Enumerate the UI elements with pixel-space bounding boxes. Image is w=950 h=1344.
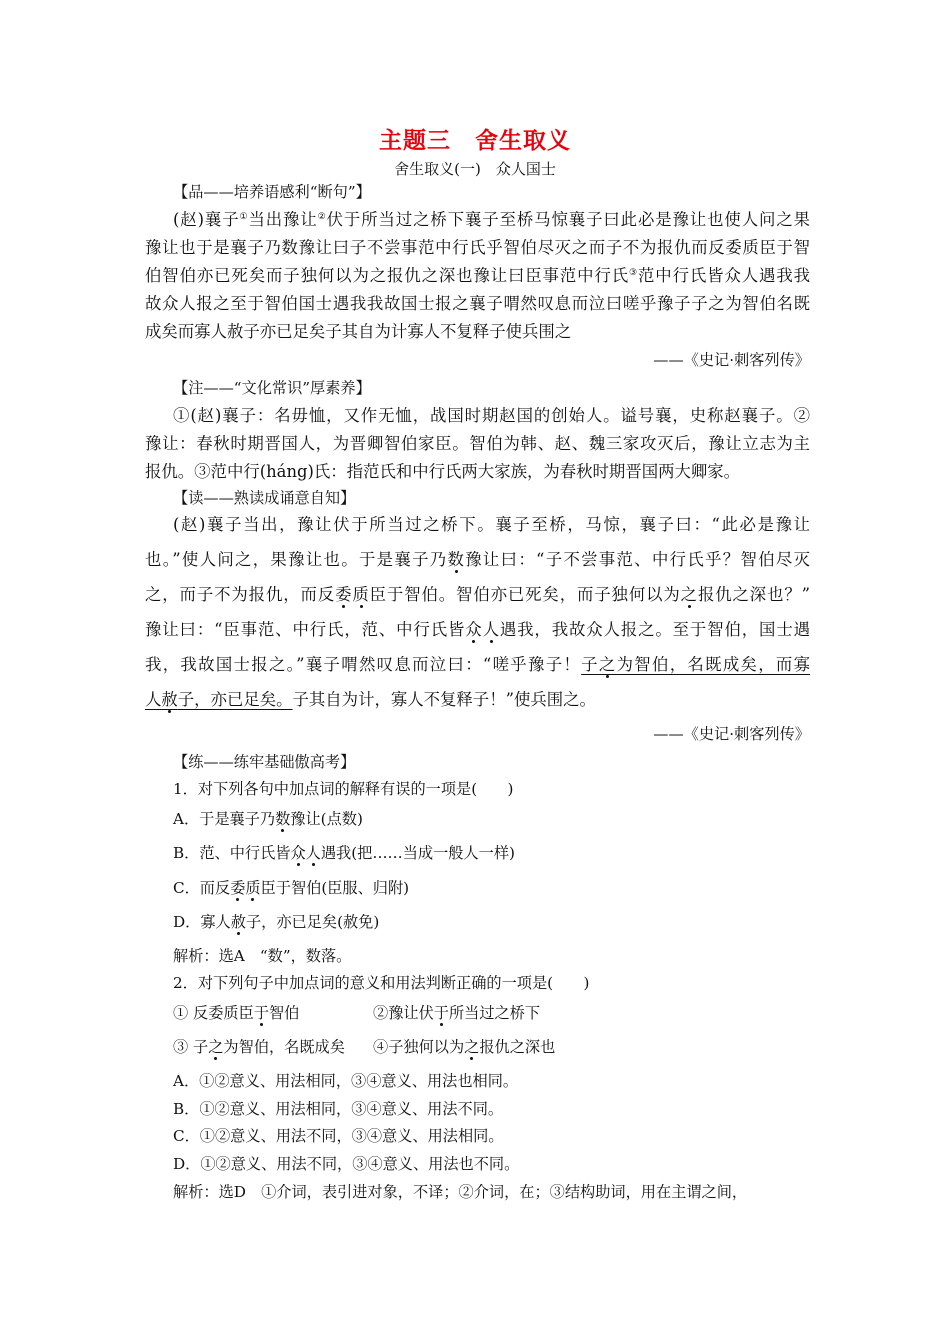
sentence-text: ②豫让伏: [373, 1004, 434, 1022]
option-text: D．寡人: [173, 913, 231, 931]
dotted-char: 数: [447, 550, 466, 569]
reading-line: [145, 655, 810, 675]
option-text: C．而反: [173, 879, 231, 897]
dotted-char: 委: [230, 879, 246, 897]
note-line: 豫让：春秋时期晋国人，为晋卿智伯家臣。智伯为韩、赵、魏三家攻灭后，豫让立志为主: [145, 434, 810, 453]
reading-text: 臣于智伯。智伯亦已死矣，而子独何以为: [369, 585, 681, 604]
reading-line: (赵)襄子当出，豫让伏于所当过之桥下。襄子至桥，马惊，襄子曰：“此必是豫让: [173, 515, 810, 534]
section-heading-zhu: 【注——“文化常识”厚素养】: [173, 379, 371, 397]
reading-text: 子其自为计，寡人不复释子！”使兵围之。: [292, 690, 596, 709]
q1-option-c: [173, 878, 838, 898]
option-text: B．范、中行氏皆: [173, 844, 291, 862]
underlined-text: 子，亦已足矣。: [177, 690, 293, 709]
q2-option-d: D．①②意义、用法不同，③④意义、用法也不同。: [173, 1155, 520, 1173]
reading-text: 豫让曰：“子不尝事范、中行氏乎？智伯尽灭: [465, 550, 811, 569]
note-mark: ②: [317, 212, 327, 222]
dotted-char: 数: [275, 810, 291, 828]
option-text: 遇我(把……当成一般人一样): [320, 844, 515, 862]
q2-sentence-2: [373, 1004, 540, 1022]
passage-line: [145, 266, 810, 286]
q2-sentences-row2: [173, 1037, 838, 1057]
note-mark: ①: [239, 212, 249, 222]
sentence-text: ④子独何以为: [373, 1038, 465, 1056]
note-line: ①(赵)襄子：名毋恤，又作无恤，战国时期赵国的创始人。谥号襄，史称赵襄子。②: [173, 406, 810, 425]
reading-line: [145, 620, 810, 640]
q2-sentence-3: [173, 1037, 373, 1057]
passage-text: 伏于所当过之桥下襄子至桥马惊襄子曰此必是豫让也使人问之果: [326, 210, 811, 229]
sentence-text: ① 反委质臣: [173, 1004, 254, 1022]
dotted-char: 质: [245, 879, 261, 897]
dotted-char: 之: [208, 1038, 224, 1056]
passage-text: 范中行氏皆众人遇我我: [638, 266, 810, 285]
sentence-text: 报仇之深也: [479, 1038, 556, 1056]
dotted-char: 之: [598, 655, 617, 674]
page-title: 主题三 舍生取义: [379, 128, 571, 154]
q2-sentences-row1: [173, 1003, 838, 1023]
sentence-text: 所当过之桥下: [448, 1004, 541, 1022]
q2-sentence-1: [173, 1003, 373, 1023]
reading-line: [145, 550, 810, 570]
passage-line: [173, 210, 810, 230]
dotted-char: 人: [305, 844, 321, 862]
underlined-text: 子: [581, 655, 599, 674]
dotted-char: 之: [464, 1038, 480, 1056]
question-1-stem: 1．对下列各句中加点词的解释有误的一项是( ): [173, 780, 514, 798]
dotted-char: 人: [482, 620, 500, 639]
dotted-char: 众: [290, 844, 306, 862]
q2-sentence-4: [373, 1038, 555, 1056]
sentence-text: ③ 子: [173, 1038, 209, 1056]
q1-option-d: [173, 912, 838, 932]
passage-text: (赵)襄子: [173, 210, 240, 229]
reading-text: 也。”使人问之，果豫让也。于是襄子乃: [145, 550, 448, 569]
note-mark: ③: [629, 268, 639, 278]
q2-option-b: B．①②意义、用法相同，③④意义、用法不同。: [173, 1100, 504, 1118]
passage-text: 伯智伯亦已死矣而子独何以为之报仇之深也豫让曰臣事范中行氏: [145, 266, 630, 285]
q1-option-a: [173, 809, 838, 829]
passage-line: 故众人报之至于智伯国士遇我我故国士报之襄子喟然叹息而泣曰嗟乎豫子子之为智伯名既: [145, 294, 810, 313]
question-2-stem: 2．对下列句子中加点词的意义和用法判断正确的一项是( ): [173, 974, 590, 992]
option-text: 子，亦已足矣(赦免): [245, 913, 380, 931]
reading-text: 报仇之深也？”: [697, 585, 811, 604]
q2-option-a: A．①②意义、用法相同，③④意义、用法也相同。: [173, 1072, 519, 1090]
sentence-text: 为智伯，名既成矣: [223, 1038, 345, 1056]
reading-line: [145, 690, 810, 710]
underlined-text: 人: [145, 690, 162, 709]
dotted-char: 众: [465, 620, 483, 639]
reading-text: 遇我，我故众人报之。至于智伯，国士遇: [499, 620, 810, 639]
sentence-text: 智伯: [268, 1004, 300, 1022]
passage-line: 成矣而寡人赦子亦已足矣子其自为计寡人不复释子使兵围之: [145, 322, 572, 341]
q1-answer: 解析：选A “数”，数落。: [173, 947, 352, 965]
dotted-char: 之: [680, 585, 698, 604]
dotted-char: 赦: [230, 913, 246, 931]
q2-answer: 解析：选D ①介词，表引进对象，不译；②介词，在；③结构助词，用在主谓之间，: [173, 1183, 748, 1201]
section-heading-du: 【读——熟读成诵意自知】: [173, 489, 356, 507]
reading-text: 我，我故国士报之。”襄子喟然叹息而泣曰：“嗟乎豫子！: [145, 655, 582, 674]
q1-option-b: [173, 843, 838, 863]
note-line: 报仇。③范中行(háng)氏：指范氏和中行氏两大家族，为春秋时期晋国两大卿家。: [145, 462, 741, 481]
dotted-char: 于: [253, 1004, 269, 1022]
source-citation: ——《史记·刺客列传》: [653, 351, 810, 369]
dotted-char: 于: [433, 1004, 449, 1022]
dotted-char: 赦: [161, 690, 178, 709]
dotted-char: 质: [352, 585, 370, 604]
section-heading-lian: 【练——练牢基础傲高考】: [173, 753, 356, 771]
reading-line: [145, 585, 810, 605]
q2-option-c: C．①②意义、用法不同，③④意义、用法相同。: [173, 1127, 504, 1145]
section-heading-pin: 【品——培养语感利“断句”】: [173, 183, 371, 201]
passage-line: 豫让也于是襄子乃数豫让曰子不尝事范中行氏乎智伯尽灭之而子不为报仇而反委质臣于智: [145, 238, 810, 257]
passage-text: 当出豫让: [248, 210, 318, 229]
option-text: 豫让(点数): [290, 810, 363, 828]
option-text: A．于是襄子乃: [173, 810, 276, 828]
reading-text: 豫让曰：“臣事范、中行氏，范、中行氏皆: [145, 620, 466, 639]
page-subtitle: 舍生取义(一) 众人国士: [394, 160, 556, 178]
dotted-char: 委: [335, 585, 353, 604]
reading-text: 之，而子不为报仇，而反: [145, 585, 336, 604]
underlined-text: 为智伯，名既成矣，而寡: [616, 655, 811, 674]
option-text: 臣于智伯(臣服、归附): [260, 879, 410, 897]
source-citation: ——《史记·刺客列传》: [653, 725, 810, 743]
